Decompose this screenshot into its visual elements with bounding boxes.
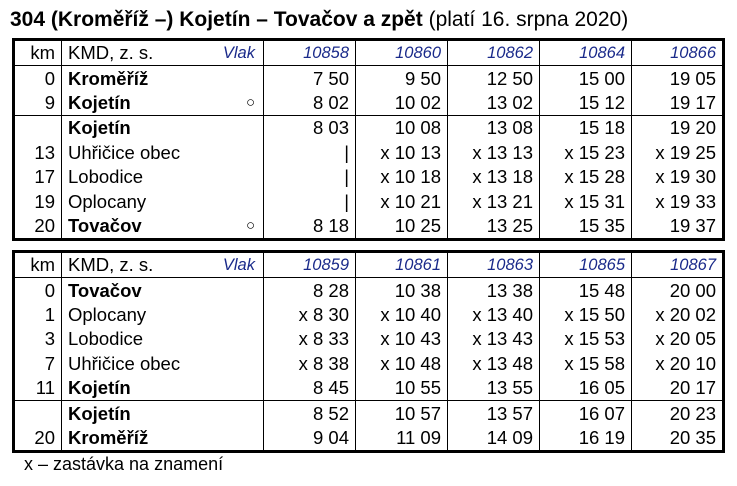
km-value: 1 bbox=[14, 303, 62, 327]
table-row bbox=[14, 376, 724, 401]
departure-time: x 10 40 bbox=[356, 303, 448, 327]
departure-time: x 15 23 bbox=[540, 141, 632, 165]
km-value: 19 bbox=[14, 189, 62, 213]
departure-time: 8 52 bbox=[264, 401, 356, 426]
table-row bbox=[14, 116, 724, 141]
km-value bbox=[14, 116, 62, 141]
departure-time: 8 45 bbox=[264, 376, 356, 401]
table-row bbox=[14, 91, 724, 116]
table-row bbox=[14, 189, 724, 213]
departure-time: 13 02 bbox=[448, 91, 540, 116]
departure-time: x 13 18 bbox=[448, 165, 540, 189]
departure-time: x 20 10 bbox=[655, 352, 716, 374]
departure-time: x 8 30 bbox=[264, 303, 356, 327]
departure-time: 9 04 bbox=[264, 426, 356, 452]
departure-time: x 19 25 bbox=[655, 141, 716, 163]
departure-time: 16 05 bbox=[540, 376, 632, 401]
table-row bbox=[14, 327, 724, 351]
timetable-outbound bbox=[12, 38, 725, 241]
departure-time: 19 17 bbox=[632, 91, 724, 116]
station-name bbox=[62, 352, 264, 376]
departure-time: 19 05 bbox=[669, 67, 716, 89]
departure-time: x 10 13 bbox=[356, 141, 448, 165]
departure-time: | bbox=[264, 165, 356, 189]
station-name bbox=[62, 91, 264, 116]
station-label: Tovačov bbox=[68, 214, 142, 236]
station-label: Lobodice bbox=[68, 328, 144, 350]
station-header bbox=[62, 40, 264, 66]
station-name bbox=[62, 376, 264, 401]
train-number: 10867 bbox=[632, 252, 724, 278]
departure-time: 16 07 bbox=[540, 401, 632, 426]
departure-time: 15 12 bbox=[540, 91, 632, 116]
station-name bbox=[62, 303, 264, 327]
table-row bbox=[14, 66, 724, 91]
departure-time: x 10 48 bbox=[356, 352, 448, 376]
station-label: Lobodice bbox=[68, 166, 144, 188]
table-row bbox=[14, 401, 724, 426]
departure-time: | bbox=[264, 189, 356, 213]
departure-time: 19 20 bbox=[669, 117, 716, 139]
departure-time: 10 08 bbox=[356, 116, 448, 141]
departure-time: x 13 43 bbox=[448, 327, 540, 351]
departure-time: 13 25 bbox=[448, 214, 540, 240]
km-header: km bbox=[14, 40, 62, 66]
km-value: 9 bbox=[14, 91, 62, 116]
timetable-return bbox=[12, 250, 725, 453]
header-row bbox=[14, 252, 724, 278]
departure-time: 10 25 bbox=[356, 214, 448, 240]
departure-time: 10 02 bbox=[356, 91, 448, 116]
departure-time: 15 00 bbox=[540, 66, 632, 91]
departure-time: 8 28 bbox=[264, 278, 356, 303]
departure-time: x 20 02 bbox=[655, 303, 716, 325]
departure-time: 10 57 bbox=[356, 401, 448, 426]
departure-time: 20 00 bbox=[669, 279, 716, 301]
km-value: 13 bbox=[14, 141, 62, 165]
train-number: 10860 bbox=[356, 40, 448, 66]
connection-circle-icon: ○ bbox=[245, 216, 255, 234]
vlak-label: Vlak bbox=[222, 256, 255, 274]
train-number: 10861 bbox=[356, 252, 448, 278]
departure-time: x 15 53 bbox=[540, 327, 632, 351]
departure-time: x 15 58 bbox=[540, 352, 632, 376]
station-name bbox=[62, 165, 264, 189]
footnote: x – zastávka na znamení bbox=[24, 454, 224, 474]
departure-time: 12 50 bbox=[448, 66, 540, 91]
table-row bbox=[14, 278, 724, 303]
station-label: Kojetín bbox=[68, 91, 131, 113]
km-value: 7 bbox=[14, 352, 62, 376]
train-number: 10863 bbox=[448, 252, 540, 278]
departure-time: 20 23 bbox=[669, 402, 716, 424]
departure-time: 16 19 bbox=[540, 426, 632, 452]
departure-time: 7 50 bbox=[264, 66, 356, 91]
departure-time: 14 09 bbox=[448, 426, 540, 452]
km-value: 11 bbox=[14, 376, 62, 401]
departure-time: 15 35 bbox=[540, 214, 632, 240]
departure-time: 13 08 bbox=[448, 116, 540, 141]
departure-time: x 10 43 bbox=[356, 327, 448, 351]
station-name bbox=[62, 426, 264, 452]
km-header: km bbox=[14, 252, 62, 278]
station-name bbox=[62, 189, 264, 213]
station-name bbox=[62, 214, 264, 240]
table-row bbox=[14, 141, 724, 165]
table-row bbox=[14, 303, 724, 327]
train-number: 10862 bbox=[448, 40, 540, 66]
departure-time: x 15 28 bbox=[540, 165, 632, 189]
departure-time: 15 18 bbox=[540, 116, 632, 141]
station-label: Kojetín bbox=[68, 402, 131, 424]
km-value: 0 bbox=[14, 66, 62, 91]
train-number: 10866 bbox=[632, 40, 724, 66]
km-value: 20 bbox=[14, 214, 62, 240]
departure-time: 8 03 bbox=[264, 116, 356, 141]
departure-time: x 19 30 bbox=[655, 166, 716, 188]
km-value: 20 bbox=[14, 426, 62, 452]
departure-time: x 15 31 bbox=[540, 189, 632, 213]
departure-time: x 8 38 bbox=[264, 352, 356, 376]
departure-time: x 10 21 bbox=[356, 189, 448, 213]
km-value: 17 bbox=[14, 165, 62, 189]
station-name bbox=[62, 327, 264, 351]
departure-time: x 15 50 bbox=[540, 303, 632, 327]
station-label: Oplocany bbox=[68, 303, 147, 325]
departure-time: 15 48 bbox=[540, 278, 632, 303]
departure-time: x 8 33 bbox=[264, 327, 356, 351]
station-header-label: KMD, z. s. bbox=[68, 42, 154, 64]
station-name bbox=[62, 141, 264, 165]
departure-time: 19 37 bbox=[669, 214, 716, 236]
departure-time: 10 55 bbox=[356, 376, 448, 401]
train-number: 10864 bbox=[540, 40, 632, 66]
km-value: 0 bbox=[14, 278, 62, 303]
departure-time: 8 02 bbox=[264, 91, 356, 116]
train-number: 10858 bbox=[264, 40, 356, 66]
departure-time: x 19 33 bbox=[655, 190, 716, 212]
station-label: Kroměříž bbox=[68, 67, 149, 89]
departure-time: 13 55 bbox=[448, 376, 540, 401]
departure-time: 13 57 bbox=[448, 401, 540, 426]
vlak-label: Vlak bbox=[222, 44, 255, 62]
departure-time: x 13 48 bbox=[448, 352, 540, 376]
table-row bbox=[14, 214, 724, 240]
station-name bbox=[62, 66, 264, 91]
table-row bbox=[14, 352, 724, 376]
station-name bbox=[62, 401, 264, 426]
route-title: 304 (Kroměříž –) Kojetín – Tovačov a zpět bbox=[10, 8, 423, 31]
station-label: Kojetín bbox=[68, 377, 131, 399]
departure-time: 20 35 bbox=[669, 426, 716, 448]
departure-time: 10 38 bbox=[356, 278, 448, 303]
departure-time: 20 17 bbox=[632, 376, 724, 401]
departure-time: x 13 40 bbox=[448, 303, 540, 327]
station-header bbox=[62, 252, 264, 278]
validity-note: (platí 16. srpna 2020) bbox=[428, 8, 629, 31]
departure-time: | bbox=[264, 141, 356, 165]
departure-time: 13 38 bbox=[448, 278, 540, 303]
departure-time: 11 09 bbox=[356, 426, 448, 452]
departure-time: x 10 18 bbox=[356, 165, 448, 189]
station-label: Uhřičice obec bbox=[68, 141, 181, 163]
departure-time: 8 18 bbox=[264, 214, 356, 240]
connection-circle-icon: ○ bbox=[245, 93, 255, 111]
table-row bbox=[14, 426, 724, 452]
station-label: Kroměříž bbox=[68, 426, 149, 448]
train-number: 10859 bbox=[264, 252, 356, 278]
station-name bbox=[62, 116, 264, 141]
table-row bbox=[14, 165, 724, 189]
timetable-title bbox=[10, 4, 628, 36]
km-value bbox=[14, 401, 62, 426]
station-label: Kojetín bbox=[68, 117, 131, 139]
km-value: 3 bbox=[14, 327, 62, 351]
departure-time: 9 50 bbox=[356, 66, 448, 91]
header-row bbox=[14, 40, 724, 66]
train-number: 10865 bbox=[540, 252, 632, 278]
station-header-label: KMD, z. s. bbox=[68, 254, 154, 276]
departure-time: x 13 21 bbox=[448, 189, 540, 213]
station-name bbox=[62, 278, 264, 303]
departure-time: x 13 13 bbox=[448, 141, 540, 165]
station-label: Oplocany bbox=[68, 190, 147, 212]
station-label: Uhřičice obec bbox=[68, 352, 181, 374]
departure-time: x 20 05 bbox=[655, 328, 716, 350]
station-label: Tovačov bbox=[68, 279, 142, 301]
